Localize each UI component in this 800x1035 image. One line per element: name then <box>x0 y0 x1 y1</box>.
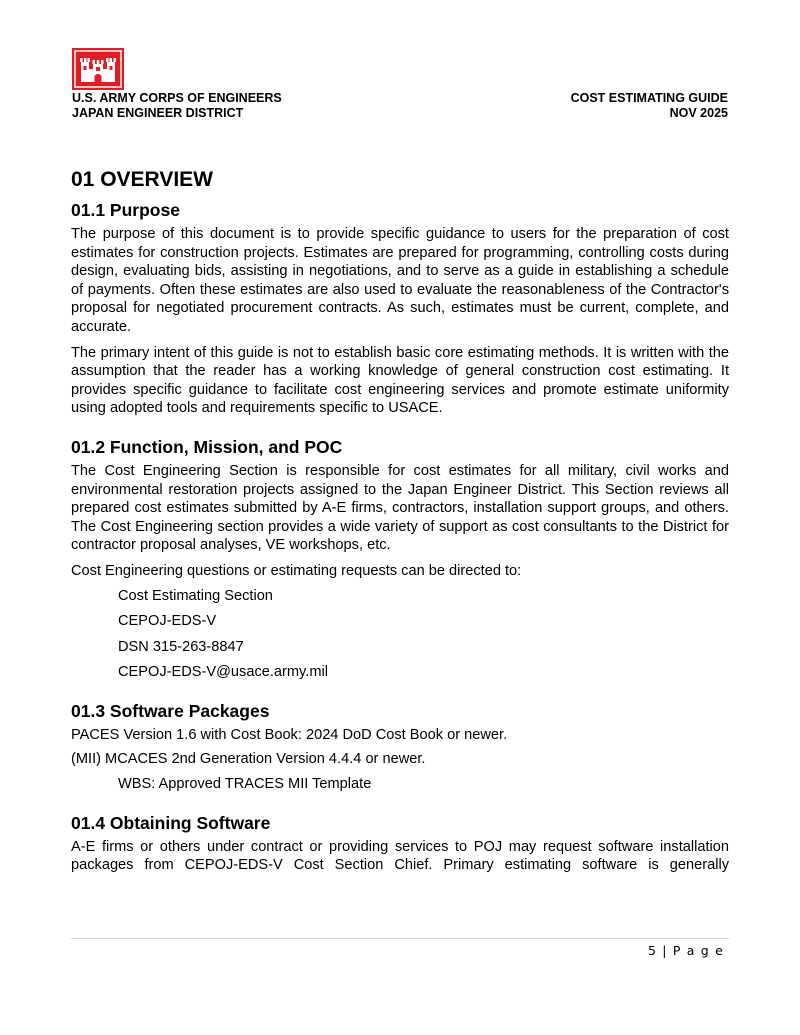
function-paragraph-1: The Cost Engineering Section is responsible for cost estimates for all military, civil works and environmental restoration projects assigned to the Japan Engineer District. This Section reviews all prepared cost estimates submitted by A-E firms, contractors, installation support groups, and others. The Cost Engineering section provides a wide variety of support as cost consultants to the District for contractor proposal analyses, VE workshops, etc. <box>71 462 729 554</box>
page-number: 5 | P a g e <box>647 943 724 958</box>
footer-divider <box>71 938 729 939</box>
contact-block <box>71 587 729 682</box>
obtaining-paragraph-1: A-E firms or others under contract or providing services to POJ may request software installation packages from CEPOJ-EDS-V Cost Section Chief. Primary estimating software is generally <box>71 838 729 874</box>
usace-castle-logo-icon <box>72 48 124 90</box>
contact-section-name: Cost Estimating Section <box>118 587 273 604</box>
software-line-3: WBS: Approved TRACES MII Template <box>118 776 372 793</box>
purpose-paragraph-2: The primary intent of this guide is not to establish basic core estimating methods. It is written with the assumption that the reader has a working knowledge of general construction cost estimating. It provides specific guidance to facilitate cost engineering services and promote estimate uniformity using adopted tools and requirements specific to USACE. <box>71 344 729 417</box>
document-title: COST ESTIMATING GUIDE <box>570 91 728 105</box>
heading-obtaining: 01.4 Obtaining Software <box>71 812 271 833</box>
heading-function: 01.2 Function, Mission, and POC <box>71 436 343 457</box>
function-paragraph-2: Cost Engineering questions or estimating requests can be directed to: <box>71 562 522 579</box>
header-left <box>72 91 282 121</box>
section-title: 01 OVERVIEW <box>71 168 213 191</box>
contact-phone: DSN 315-263-8847 <box>118 638 244 655</box>
heading-purpose: 01.1 Purpose <box>71 200 180 220</box>
org-name: U.S. ARMY CORPS OF ENGINEERS <box>72 91 282 105</box>
district-name: JAPAN ENGINEER DISTRICT <box>72 106 244 120</box>
purpose-paragraph-1: The purpose of this document is to provide specific guidance to users for the preparation of cost estimates for construction projects. Estimates are prepared for programming, controlling costs during design, evaluating bids, assisting in negotiations, and to serve as a guide in establishing a schedule of payments. Often these estimates are also used to evaluate the reasonableness of the Contractor's proposal for negotiated procurement contracts. As such, estimates must be current, complete, and accurate. <box>71 226 729 335</box>
software-line-2: (MII) MCACES 2nd Generation Version 4.4.4 or newer. <box>71 751 426 768</box>
contact-office-symbol: CEPOJ-EDS-V <box>118 613 217 630</box>
heading-software: 01.3 Software Packages <box>71 700 270 721</box>
header-right <box>571 91 728 121</box>
software-line-1: PACES Version 1.6 with Cost Book: 2024 DoD Cost Book or newer. <box>71 726 508 743</box>
document-date: NOV 2025 <box>669 106 728 120</box>
page-content <box>71 165 729 882</box>
contact-email: CEPOJ-EDS-V@usace.army.mil <box>118 664 328 681</box>
